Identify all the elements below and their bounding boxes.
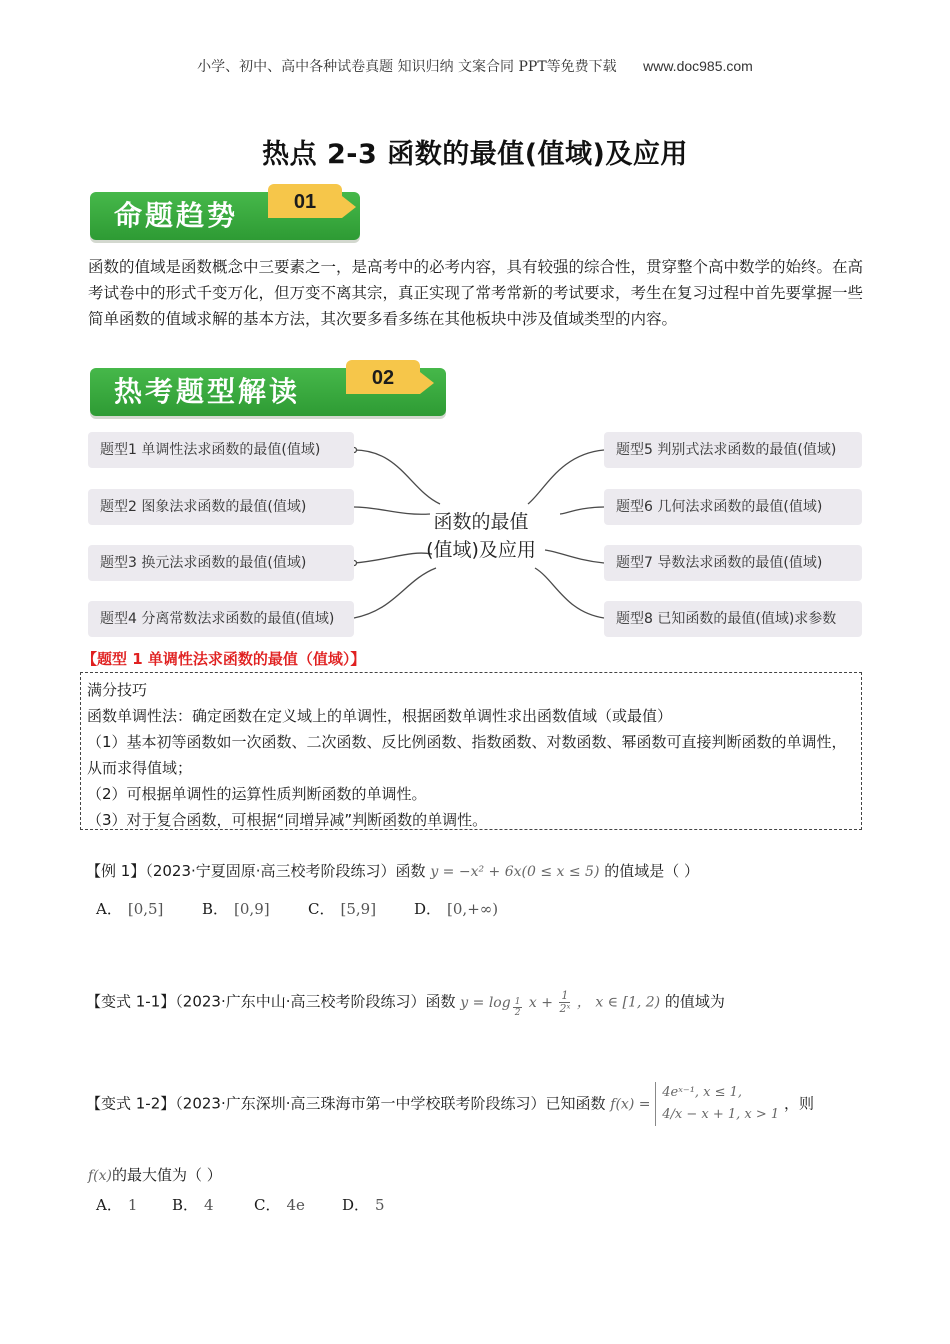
variant1-2-question — [86, 1082, 814, 1126]
option-letter: A． — [96, 1196, 122, 1214]
tips-line: 函数单调性法：确定函数在定义域上的单调性，根据函数单调性求出函数值域（或最值） — [87, 707, 673, 725]
variant1-1-formula — [460, 989, 577, 1018]
formula-fraction — [559, 990, 570, 1015]
variant1-1-tag: 【变式 1-1】 — [86, 992, 176, 1011]
connector-right-2 — [560, 507, 604, 514]
tips-line: （1）基本初等函数如一次函数、二次函数、反比例函数、指数函数、对数函数、幂函数可直接判断函数的单调性，从而求得值域； — [87, 733, 847, 777]
formula-frac-num: 1 — [561, 989, 569, 1002]
header-text: 小学、初中、高中各种试卷真题 知识归纳 文案合同 PPT等免费下载 — [197, 59, 617, 75]
variant1-2-piecewise — [655, 1082, 779, 1126]
option-letter: B． — [202, 900, 229, 918]
connector-left-1 — [354, 450, 440, 504]
example1-question — [86, 860, 699, 881]
example1-option-c[interactable] — [308, 898, 376, 919]
section-banner-label: 命题趋势 — [90, 192, 360, 240]
mindmap-type-1: 题型1 单调性法求函数的最值(值域) — [88, 432, 354, 468]
option-letter: D． — [414, 900, 442, 918]
variant1-2-line2-fx: f(x) — [88, 1168, 113, 1184]
section-banner-trend — [90, 184, 380, 238]
variant1-1-domain: ， x ∈ [1, 2) — [576, 994, 661, 1011]
option-value: 5 — [375, 1196, 385, 1214]
option-letter: C． — [254, 1196, 281, 1214]
variant1-2-option-c[interactable] — [254, 1194, 305, 1215]
piece-line-2: 4/x − x + 1, x > 1 — [662, 1107, 780, 1122]
example1-source: （2023·宁夏固原·高三校考阶段练习）函数 — [145, 862, 426, 880]
variant1-2-fx: f(x) = — [610, 1096, 651, 1113]
variant1-2-option-b[interactable] — [172, 1194, 214, 1215]
variant1-2-source: （2023·广东深圳·高三珠海市第一中学校联考阶段练习）已知函数 — [175, 1094, 606, 1113]
mindmap-center — [396, 508, 566, 564]
option-value: 1 — [127, 1196, 138, 1214]
mindmap-type-2: 题型2 图象法求函数的最值(值域) — [88, 489, 354, 525]
option-letter: D． — [342, 1196, 370, 1214]
section-banner-types — [90, 360, 450, 414]
mindmap-type-4: 题型4 分离常数法求函数的最值(值域) — [88, 601, 354, 637]
header-url[interactable]: www.doc985.com — [643, 58, 753, 74]
example1-option-d[interactable] — [414, 898, 498, 919]
option-letter: B． — [172, 1196, 199, 1214]
option-value: 4 — [204, 1196, 214, 1214]
tips-box — [80, 672, 862, 830]
variant1-2-question-line2 — [88, 1164, 222, 1185]
formula-base — [513, 997, 523, 1018]
option-value: [0,9] — [234, 900, 270, 918]
tips-line: （3）对于复合函数，可根据“同增异减”判断函数的单调性。 — [87, 811, 488, 829]
tips-title: 满分技巧 — [87, 681, 148, 699]
option-value: 4e — [286, 1196, 305, 1214]
intro-paragraph: 函数的值域是函数概念中三要素之一，是高考中的必考内容，具有较强的综合性，贯穿整个高中数学的始终。在高考试卷中的形式千变万化，但万变不离其宗，真正实现了常考常新的考试要求，考生在复习过程中首先要掌握一些简单函数的值域求解的基本方法，其次要多看多练在其他板块中涉及值域类型的内容。 — [88, 258, 864, 328]
variant1-1-question — [86, 990, 725, 1018]
section-banner-number: 01 — [268, 184, 342, 218]
section-banner-label: 热考题型解读 — [90, 368, 446, 416]
mindmap-center-line1: 函数的最值 — [433, 511, 529, 533]
connector-right-4 — [535, 568, 604, 618]
mindmap-type-8: 题型8 已知函数的最值(值域)求参数 — [604, 601, 862, 637]
variant1-2-tag: 【变式 1-2】 — [86, 1094, 176, 1113]
section-banner-number: 02 — [346, 360, 420, 394]
variant1-2-line2-text: 的最大值为（ ） — [112, 1166, 222, 1184]
example1-option-b[interactable] — [202, 898, 270, 919]
variant1-2-option-d[interactable] — [342, 1194, 385, 1215]
piece-line-1: 4eˣ⁻¹, x ≤ 1, — [662, 1085, 743, 1100]
variant1-2-option-a[interactable] — [96, 1194, 137, 1215]
example1-option-a[interactable] — [96, 898, 163, 919]
formula-frac-den: 2ˣ — [559, 1002, 571, 1015]
formula-base-num: 1 — [514, 996, 521, 1007]
header-banner — [0, 56, 950, 76]
example1-suffix: 的值域是（ ） — [604, 862, 699, 880]
formula-part: x + — [528, 994, 553, 1011]
variant1-1-suffix: 的值域为 — [664, 992, 725, 1011]
option-letter: A． — [96, 900, 122, 918]
mindmap-center-line2: (值域)及应用 — [426, 539, 536, 561]
option-letter: C． — [308, 900, 335, 918]
example1-formula: y = −x² + 6x(0 ≤ x ≤ 5) — [430, 864, 600, 880]
page-title: 热点 2-3 函数的最值(值域)及应用 — [262, 139, 688, 170]
connector-right-1 — [528, 450, 604, 504]
mindmap-type-7: 题型7 导数法求函数的最值(值域) — [604, 545, 862, 581]
option-value: [5,9] — [340, 900, 377, 918]
formula-part: y = log — [460, 994, 511, 1011]
mindmap-type-5: 题型5 判别式法求函数的最值(值域) — [604, 432, 862, 468]
formula-base-den: 2 — [514, 1007, 521, 1018]
example1-tag: 【例 1】 — [86, 862, 146, 880]
option-value: [0,+∞) — [447, 900, 499, 918]
type1-heading: 【题型 1 单调性法求函数的最值（值域）】 — [82, 650, 366, 668]
mindmap-type-6: 题型6 几何法求函数的最值(值域) — [604, 489, 862, 525]
variant1-1-source: （2023·广东中山·高三校考阶段练习）函数 — [175, 992, 456, 1011]
connector-left-4 — [354, 568, 436, 618]
variant1-2-suffix: ，则 — [783, 1094, 814, 1113]
mindmap-type-3: 题型3 换元法求函数的最值(值域) — [88, 545, 354, 581]
tips-line: （2）可根据单调性的运算性质判断函数的单调性。 — [87, 785, 427, 803]
option-value: [0,5] — [127, 900, 164, 918]
